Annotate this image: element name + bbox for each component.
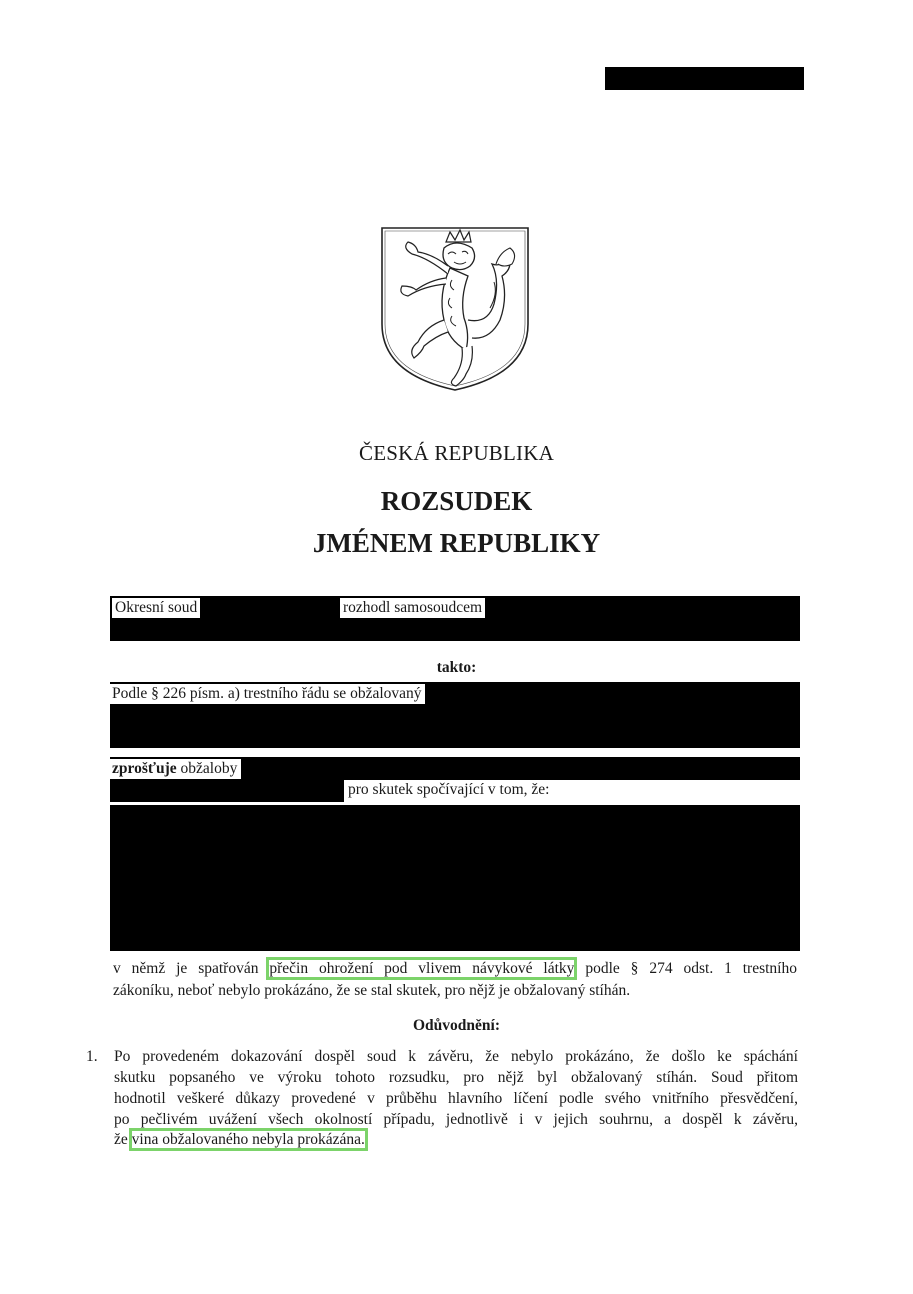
offense-line-end: podle § 274 odst. 1 trestního — [585, 960, 797, 977]
law-basis-text: Podle § 226 písm. a) trestního řádu se obžalovaný — [110, 684, 425, 704]
reasoning-line-1: Po provedeném dokazování dospěl soud k závěru, že nebylo prokázáno, že došlo ke spáchání — [114, 1048, 798, 1065]
takto-label: takto: — [436, 659, 477, 676]
redaction-act-description — [110, 805, 800, 951]
reasoning-line-2: skutku popsaného ve výroku tohoto rozsudku, pro nějž byl obžalovaný stíhán. Soud přitom — [114, 1069, 798, 1086]
reasoning-line-5 — [114, 1130, 365, 1150]
reasoning-line-3: hodnotil veškeré důkazy provedené v průběhu hlavního líčení podle svého vnitřního přesvědčení, — [114, 1090, 798, 1107]
czech-lion-coat-of-arms-icon — [378, 224, 532, 394]
judgment-subtitle: JMÉNEM REPUBLIKY — [312, 528, 601, 558]
decided-label: rozhodl samosoudcem — [340, 598, 485, 618]
offense-highlight: přečin ohrožení pod vlivem návykové látky — [269, 960, 575, 977]
offense-line-2: zákoníku, neboť nebylo prokázáno, že se stal skutek, pro nějž je obžalovaný stíhán. — [113, 982, 631, 999]
redaction-block — [110, 780, 344, 802]
acquittal-line — [110, 759, 241, 779]
redaction-case-number — [605, 67, 804, 90]
country-heading: ČESKÁ REPUBLIKA — [359, 441, 554, 465]
item-number: 1. — [86, 1048, 98, 1065]
acquitted-bold: zprošťuje — [112, 760, 177, 777]
judgment-title: ROZSUDEK — [380, 486, 533, 516]
reasoning-heading: Odůvodnění: — [412, 1017, 500, 1034]
court-label: Okresní soud — [112, 598, 200, 618]
offense-line-1 — [113, 958, 797, 979]
guilt-highlight: vina obžalovaného nebyla prokázána. — [131, 1131, 365, 1148]
acquitted-rest: obžaloby — [180, 760, 238, 777]
act-text: pro skutek spočívající v tom, že: — [348, 781, 550, 798]
offense-line-start: v němž je spatřován — [113, 960, 259, 977]
reasoning-line-5-start: že — [114, 1131, 128, 1148]
reasoning-line-4: po pečlivém uvážení všech okolností případu, jednotlivě i v jejich souhrnu, a dospěl k závěru, — [114, 1111, 798, 1128]
